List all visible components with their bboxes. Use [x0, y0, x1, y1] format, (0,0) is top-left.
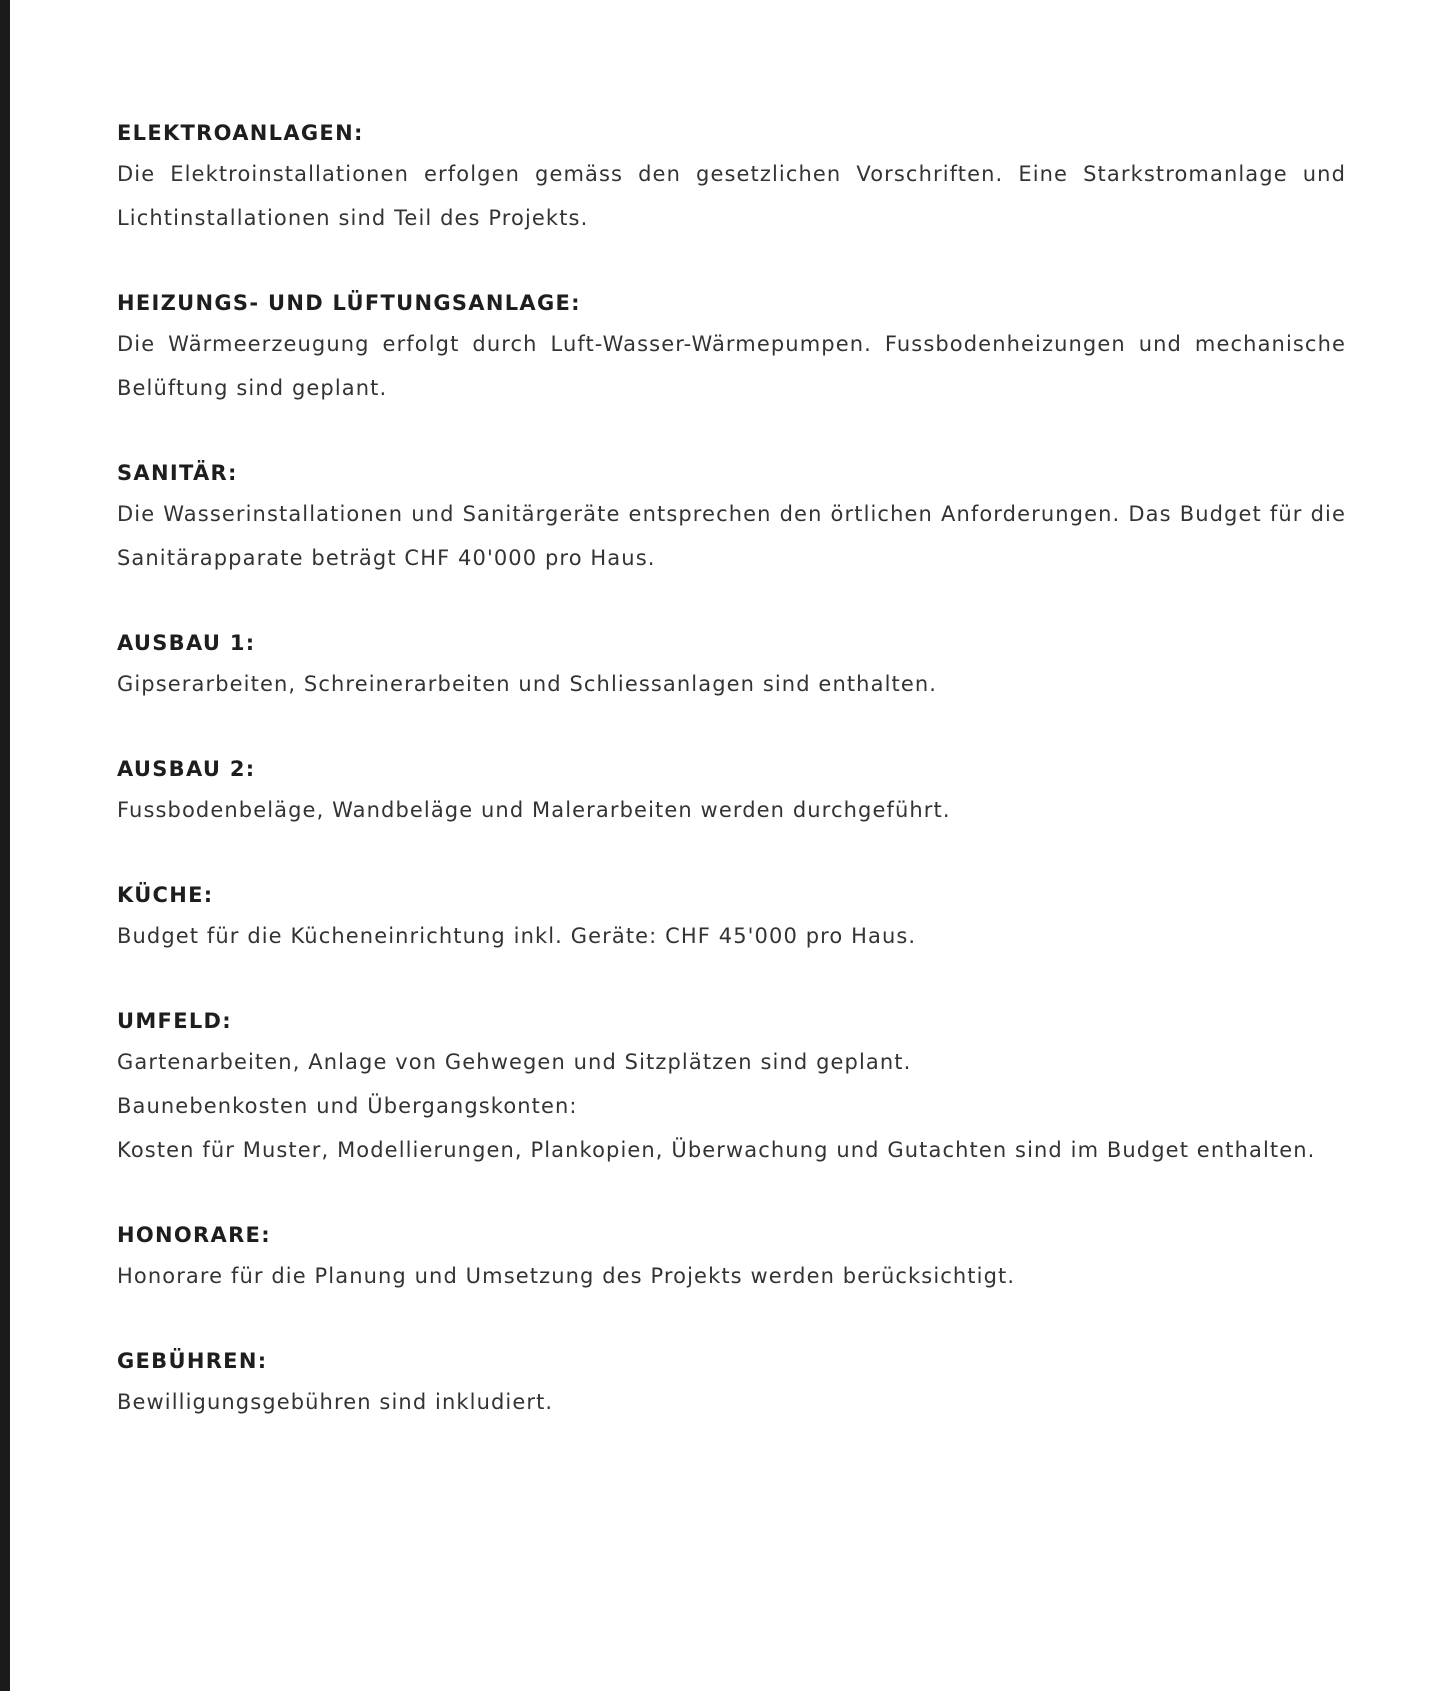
section-heading: KÜCHE:	[117, 883, 214, 907]
section-text: Budget für die Kücheneinrichtung inkl. Geräte: CHF 45'000 pro Haus.	[117, 924, 917, 948]
section-text: Bewilligungsgebühren sind inkludiert.	[117, 1390, 554, 1414]
section-text: Kosten für Muster, Modellierungen, Plankopien, Überwachung und Gutachten sind im Budget enthalten.	[117, 1138, 1316, 1162]
section-text: Fussbodenbeläge, Wandbeläge und Malerarbeiten werden durchgeführt.	[117, 798, 951, 822]
section-text: Die Wärmeerzeugung erfolgt durch Luft-Wasser-Wärmepumpen. Fussbodenheizungen und mechanische Belüftung sind geplant.	[117, 332, 1346, 400]
section-text: Gartenarbeiten, Anlage von Gehwegen und Sitzplätzen sind geplant.	[117, 1050, 912, 1074]
section-heizung-lueftung	[117, 284, 1346, 410]
section-text: Baunebenkosten und Übergangskonten:	[117, 1094, 578, 1118]
section-heading: HEIZUNGS- UND LÜFTUNGSANLAGE:	[117, 291, 581, 315]
section-gebuehren	[117, 1342, 1346, 1424]
section-text: Honorare für die Planung und Umsetzung des Projekts werden berücksichtigt.	[117, 1264, 1016, 1288]
section-kueche	[117, 876, 1346, 958]
section-ausbau-2	[117, 750, 1346, 832]
section-sanitaer	[117, 454, 1346, 580]
section-heading: HONORARE:	[117, 1223, 271, 1247]
section-heading: GEBÜHREN:	[117, 1349, 268, 1373]
section-text: Die Wasserinstallationen und Sanitärgeräte entsprechen den örtlichen Anforderungen. Das Budget für die Sanitärapparate beträgt CHF 40'000 pro Haus.	[117, 502, 1346, 570]
section-heading: UMFELD:	[117, 1009, 232, 1033]
section-ausbau-1	[117, 624, 1346, 706]
section-text: Gipserarbeiten, Schreinerarbeiten und Schliessanlagen sind enthalten.	[117, 672, 938, 696]
section-heading: ELEKTROANLAGEN:	[117, 121, 364, 145]
section-umfeld	[117, 1002, 1346, 1172]
section-honorare	[117, 1216, 1346, 1298]
section-heading: SANITÄR:	[117, 461, 238, 485]
document-body	[117, 114, 1346, 1468]
left-edge-bar	[0, 0, 10, 1691]
section-heading: AUSBAU 1:	[117, 631, 256, 655]
section-text: Die Elektroinstallationen erfolgen gemäss den gesetzlichen Vorschriften. Eine Starkstromanlage und Lichtinstallationen sind Teil des Projekts.	[117, 162, 1346, 230]
section-elektroanlagen	[117, 114, 1346, 240]
section-heading: AUSBAU 2:	[117, 757, 256, 781]
